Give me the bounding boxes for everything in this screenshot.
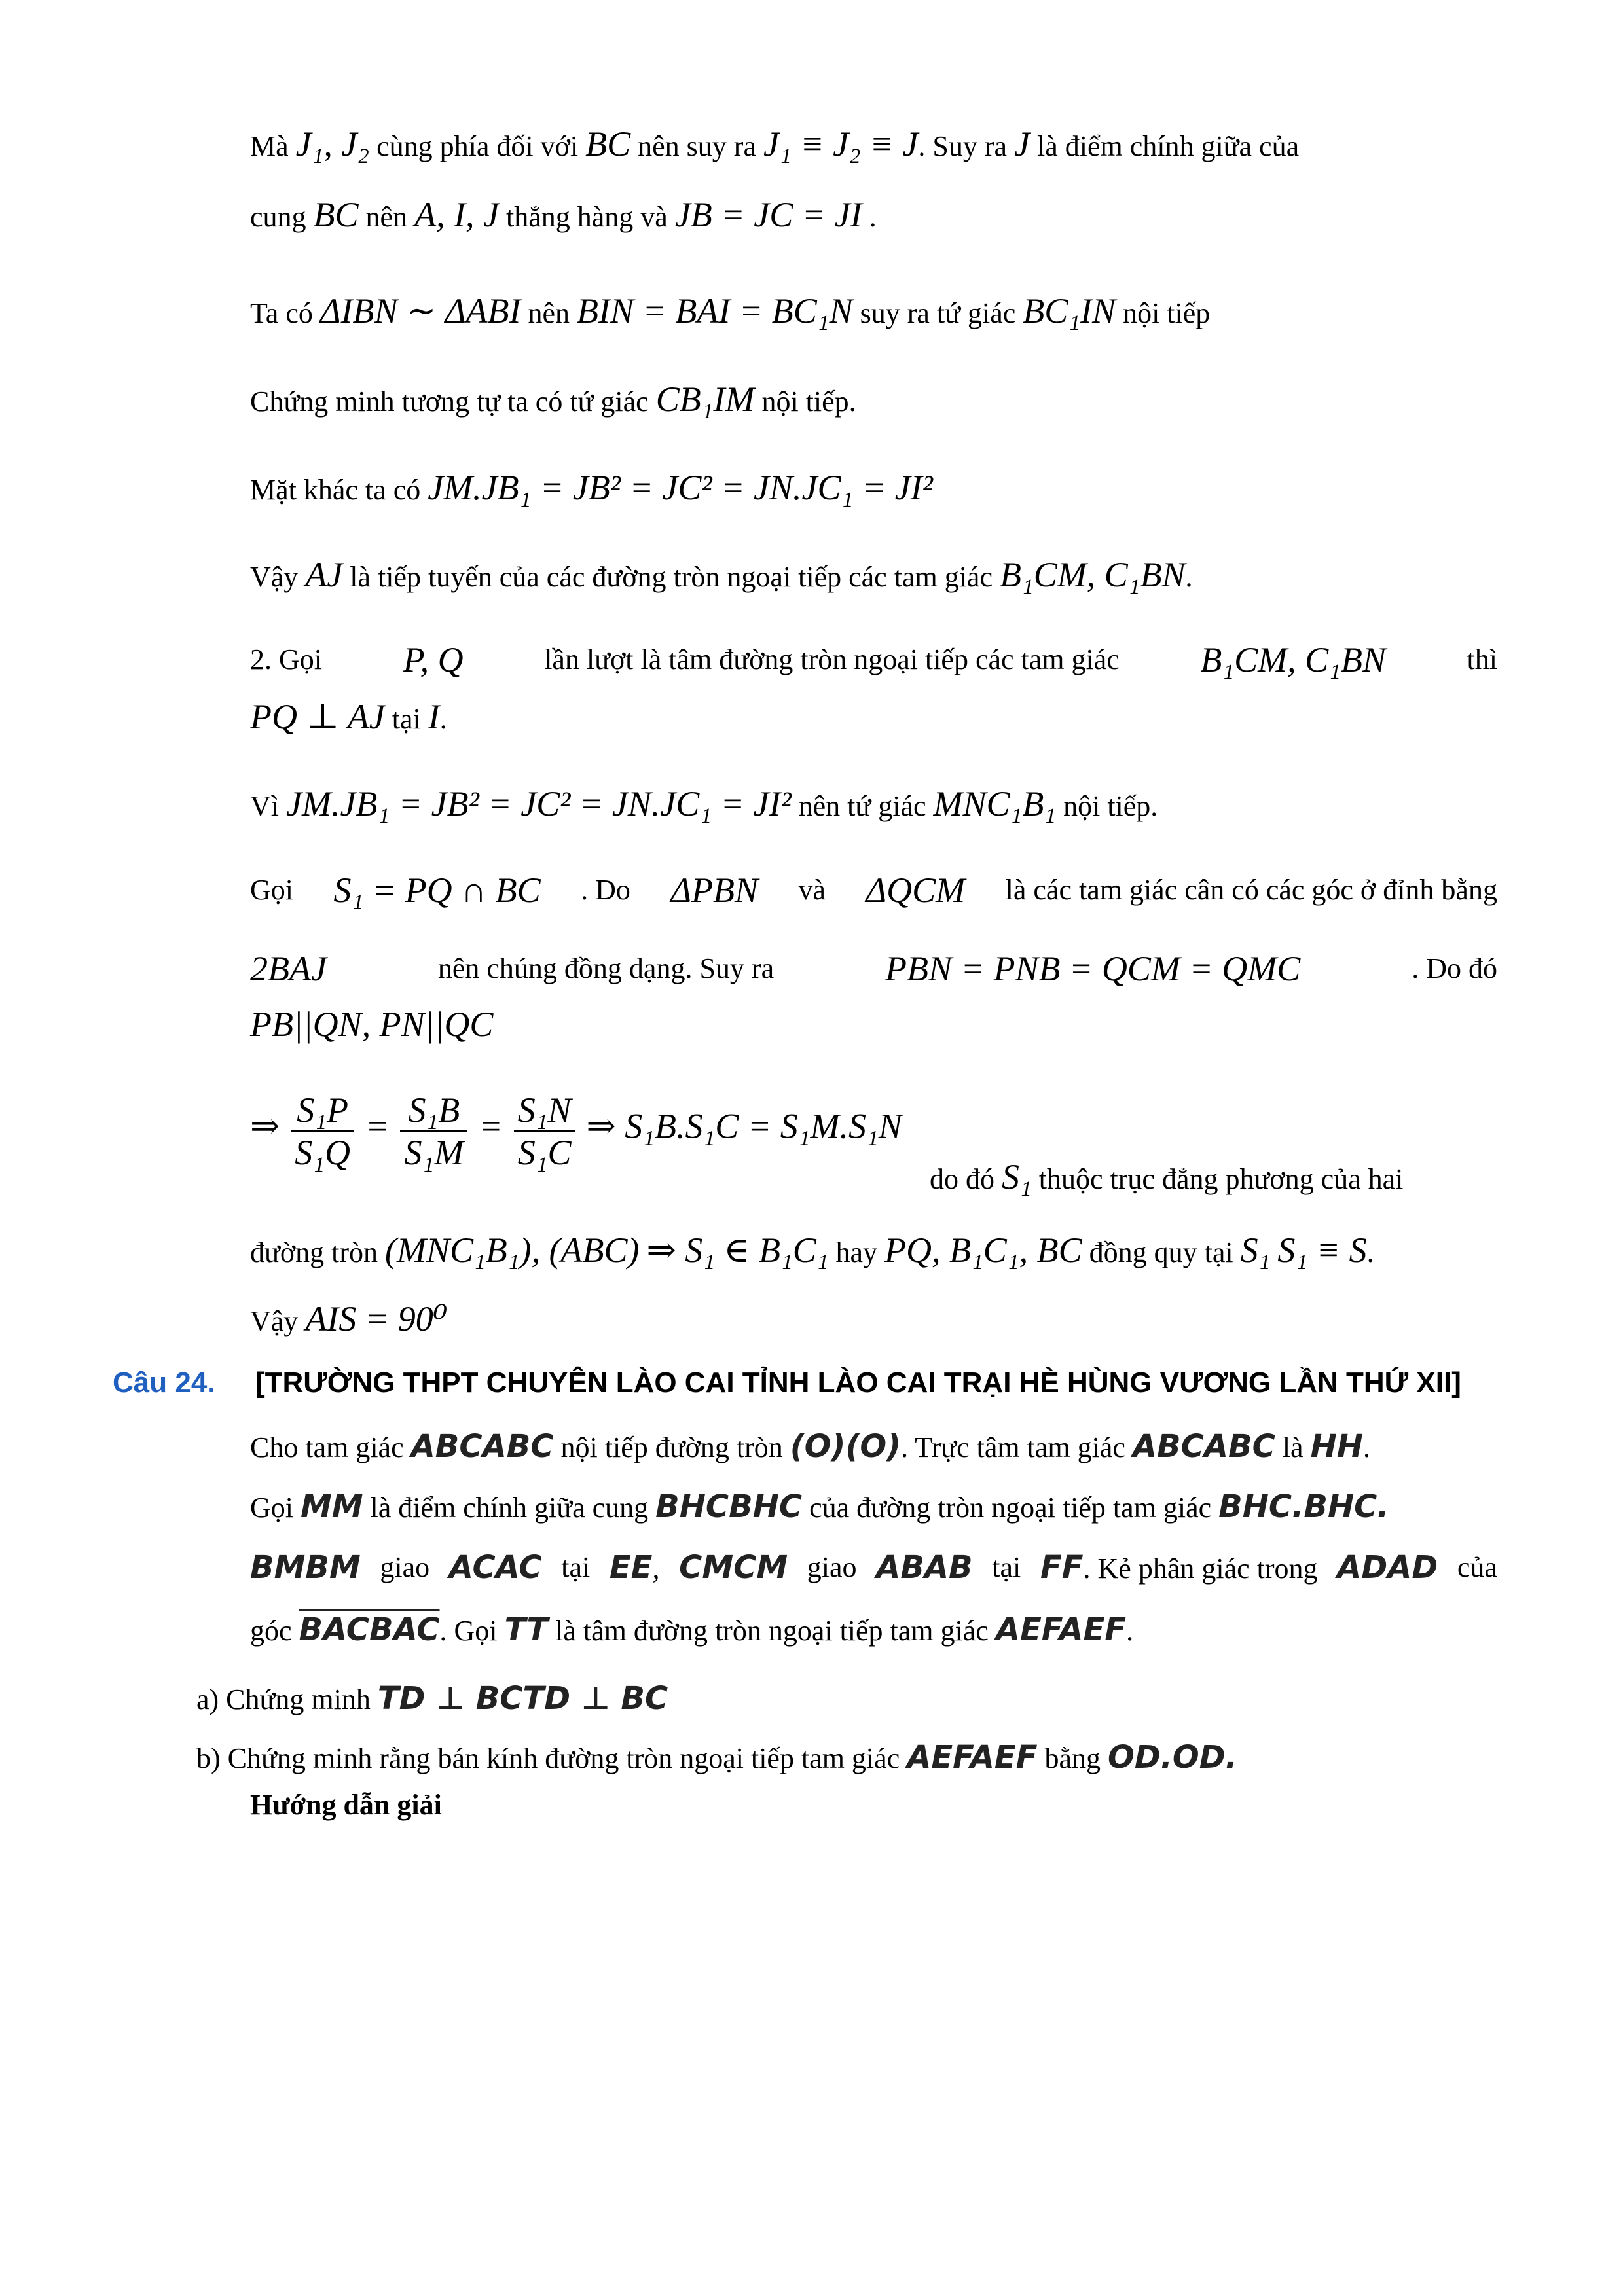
math: J₁ ≡ J₂ ≡ J bbox=[763, 124, 919, 164]
paragraph-line bbox=[250, 468, 933, 510]
paragraph-line bbox=[250, 697, 447, 739]
math: ΔPBN bbox=[670, 870, 759, 910]
paragraph-line bbox=[250, 640, 1497, 679]
math: AJ bbox=[305, 555, 343, 594]
text: lần lượt là tâm đường tròn ngoại tiếp các tam giác bbox=[544, 643, 1120, 675]
math: PBN = PNB = QCM = QMC bbox=[885, 949, 1301, 988]
math: J bbox=[1014, 124, 1030, 164]
denominator: S₁C bbox=[517, 1133, 572, 1172]
text: do đó bbox=[930, 1163, 994, 1195]
paragraph-line bbox=[250, 949, 1497, 988]
text: hay bbox=[835, 1236, 878, 1268]
math: BC bbox=[313, 195, 359, 234]
paragraph-line bbox=[250, 1610, 1133, 1651]
math: S₁ = PQ ∩ BC bbox=[333, 870, 541, 910]
math: AEFAEF bbox=[995, 1611, 1127, 1648]
text: của đường tròn ngoại tiếp tam giác bbox=[809, 1492, 1212, 1524]
math: P, Q bbox=[403, 640, 464, 679]
numerator: S₁P bbox=[291, 1090, 354, 1132]
math: ABAB bbox=[876, 1549, 973, 1586]
text: nên suy ra bbox=[638, 130, 756, 162]
math: CB₁IM bbox=[655, 380, 755, 419]
math: PQ, B₁C₁, BC bbox=[884, 1230, 1082, 1270]
math: HH bbox=[1310, 1428, 1363, 1465]
math: J₁, J₂ bbox=[295, 124, 370, 164]
paragraph-line bbox=[250, 291, 1210, 333]
math: MNC₁B₁ bbox=[933, 784, 1057, 823]
denominator: S₁M bbox=[404, 1133, 464, 1172]
text: nên bbox=[528, 297, 570, 329]
question-title: [TRƯỜNG THPT CHUYÊN LÀO CAI TỈNH LÀO CAI TRẠI HÈ HÙNG VƯƠNG LẦN THỨ XII] bbox=[255, 1367, 1461, 1399]
text: , bbox=[652, 1552, 660, 1585]
text: . bbox=[1362, 1431, 1370, 1463]
math: I bbox=[428, 697, 440, 736]
fraction bbox=[291, 1090, 354, 1173]
math: ABCABC bbox=[410, 1428, 554, 1465]
text: b) Chứng minh rằng bán kính đường tròn ngoại tiếp tam giác bbox=[196, 1742, 900, 1774]
text: . Gọi bbox=[439, 1615, 498, 1647]
text: nên tứ giác bbox=[798, 790, 926, 822]
math: S₁ bbox=[1240, 1230, 1271, 1270]
math: ABCABC bbox=[1132, 1428, 1275, 1465]
text: của bbox=[1457, 1551, 1497, 1583]
math: PQ ⊥ AJ bbox=[250, 697, 385, 736]
fraction bbox=[514, 1090, 575, 1173]
math: BHC.BHC. bbox=[1218, 1488, 1389, 1525]
text: a) Chứng minh bbox=[196, 1683, 371, 1715]
paragraph-line bbox=[250, 870, 1497, 910]
paragraph-line bbox=[250, 1230, 1374, 1272]
text: tại bbox=[992, 1551, 1021, 1583]
text: góc bbox=[250, 1615, 292, 1647]
text: . Kẻ phân giác trong bbox=[1083, 1552, 1318, 1585]
text: nên bbox=[365, 201, 408, 233]
text: bằng bbox=[1044, 1742, 1101, 1774]
text: Vì bbox=[250, 790, 279, 822]
math: ADAD bbox=[1337, 1549, 1438, 1586]
text: là điểm chính giữa của bbox=[1036, 130, 1300, 162]
text: tại bbox=[392, 703, 421, 735]
math: (O)(O) bbox=[790, 1428, 902, 1465]
paragraph-line bbox=[250, 1548, 1497, 1588]
text: nội tiếp. bbox=[1063, 790, 1158, 822]
text: Gọi bbox=[250, 1492, 293, 1524]
text: . bbox=[869, 201, 877, 233]
text: 2. Gọi bbox=[250, 643, 322, 675]
text: là tâm đường tròn ngoại tiếp tam giác bbox=[555, 1615, 989, 1647]
text: . Trực tâm tam giác bbox=[901, 1431, 1125, 1463]
paragraph-line bbox=[930, 1157, 1403, 1199]
math: TT bbox=[504, 1611, 549, 1648]
text: Vậy bbox=[250, 561, 299, 593]
paragraph-line bbox=[250, 124, 1299, 166]
math: = bbox=[365, 1106, 390, 1146]
math: OD.OD. bbox=[1108, 1739, 1237, 1776]
math: ACAC bbox=[448, 1549, 542, 1586]
math: BHCBHC bbox=[655, 1488, 803, 1525]
math: BMBM bbox=[250, 1549, 361, 1586]
text: thuộc trục đẳng phương của hai bbox=[1038, 1163, 1404, 1195]
math: BACBAC bbox=[299, 1611, 440, 1648]
text: Mà bbox=[250, 130, 289, 162]
math: PB||QN, PN||QC bbox=[250, 1005, 494, 1044]
math: ΔIBN ∼ ΔABI bbox=[319, 291, 521, 331]
math: BC bbox=[585, 124, 631, 164]
text: là các tam giác cân có các góc ở đỉnh bằng bbox=[1005, 874, 1497, 906]
text: giao bbox=[807, 1551, 857, 1583]
math: = bbox=[479, 1106, 503, 1146]
math: ⇒ S₁B.S₁C = S₁M.S₁N bbox=[586, 1106, 902, 1146]
math: JB = JC = JI bbox=[674, 195, 862, 234]
text: nên chúng đồng dạng. Suy ra bbox=[437, 952, 775, 984]
solution-heading: Hướng dẫn giải bbox=[250, 1789, 442, 1821]
text: là bbox=[1282, 1431, 1304, 1463]
text: . bbox=[1366, 1236, 1374, 1268]
text: Mặt khác ta có bbox=[250, 474, 421, 506]
math: BIN = BAI = BC₁N bbox=[576, 291, 853, 331]
text: thì bbox=[1467, 643, 1497, 675]
paragraph-line bbox=[196, 1738, 1237, 1778]
text: tại bbox=[561, 1551, 591, 1583]
text: Gọi bbox=[250, 874, 293, 906]
text: . Do bbox=[581, 874, 630, 906]
fraction-equation bbox=[250, 1090, 902, 1173]
text: Cho tam giác bbox=[250, 1431, 404, 1463]
math: EE bbox=[609, 1549, 653, 1586]
math: ⇒ S₁ ∈ B₁C₁ bbox=[646, 1230, 829, 1270]
text: . bbox=[1126, 1615, 1134, 1647]
paragraph-line bbox=[196, 1679, 668, 1719]
math: TD ⊥ BCTD ⊥ BC bbox=[377, 1680, 668, 1717]
math: S₁ ≡ S bbox=[1277, 1230, 1367, 1270]
text: Ta có bbox=[250, 297, 313, 329]
text: Chứng minh tương tự ta có tứ giác bbox=[250, 386, 649, 418]
math: ⇒ bbox=[250, 1106, 280, 1146]
text: Vậy bbox=[250, 1305, 299, 1337]
text: nội tiếp bbox=[1123, 297, 1211, 329]
paragraph-line bbox=[250, 1487, 1389, 1528]
math: FF bbox=[1040, 1549, 1084, 1586]
math: B₁CM, C₁BN bbox=[1200, 640, 1386, 679]
text: là tiếp tuyến của các đường tròn ngoại tiếp các tam giác bbox=[350, 561, 993, 593]
paragraph-line bbox=[250, 1299, 447, 1341]
text: . Do đó bbox=[1412, 952, 1497, 984]
text: đường tròn bbox=[250, 1236, 378, 1268]
text: là điểm chính giữa cung bbox=[370, 1492, 649, 1524]
math: ΔQCM bbox=[866, 870, 966, 910]
text: cung bbox=[250, 201, 306, 233]
text: nội tiếp đường tròn bbox=[560, 1431, 783, 1463]
paragraph-line bbox=[250, 195, 877, 237]
text: cùng phía đối với bbox=[376, 130, 579, 162]
math: BC₁IN bbox=[1023, 291, 1116, 331]
math: (MNC₁B₁), (ABC) bbox=[385, 1230, 640, 1270]
text: và bbox=[798, 874, 826, 906]
paragraph-line bbox=[250, 1005, 493, 1047]
math: JM.JB₁ = JB² = JC² = JN.JC₁ = JI² bbox=[286, 784, 792, 823]
question-number: Câu 24. bbox=[113, 1367, 215, 1399]
math: CMCM bbox=[679, 1549, 788, 1586]
text: suy ra tứ giác bbox=[860, 297, 1016, 329]
math: S₁ bbox=[1002, 1157, 1032, 1196]
math: 2BAJ bbox=[250, 949, 327, 988]
text: nội tiếp. bbox=[761, 386, 856, 418]
math: AIS = 90⁰ bbox=[305, 1299, 448, 1338]
paragraph-line bbox=[250, 784, 1158, 826]
text: đồng quy tại bbox=[1089, 1236, 1233, 1268]
math: JM.JB₁ = JB² = JC² = JN.JC₁ = JI² bbox=[428, 468, 933, 507]
text: thẳng hàng và bbox=[506, 201, 668, 233]
text: . Suy ra bbox=[918, 130, 1007, 162]
numerator: S₁N bbox=[514, 1090, 575, 1132]
math: B₁CM, C₁BN bbox=[999, 555, 1186, 594]
text: . bbox=[1185, 561, 1193, 593]
paragraph-line bbox=[250, 380, 856, 422]
math: AEFAEF bbox=[907, 1739, 1038, 1776]
text: giao bbox=[380, 1551, 430, 1583]
paragraph-line bbox=[250, 1427, 1370, 1467]
math: MM bbox=[301, 1488, 363, 1525]
text: . bbox=[439, 703, 447, 735]
math: A, I, J bbox=[414, 195, 500, 234]
fraction bbox=[400, 1090, 467, 1173]
paragraph-line bbox=[250, 555, 1193, 597]
denominator: S₁Q bbox=[295, 1133, 351, 1172]
numerator: S₁B bbox=[400, 1090, 467, 1132]
